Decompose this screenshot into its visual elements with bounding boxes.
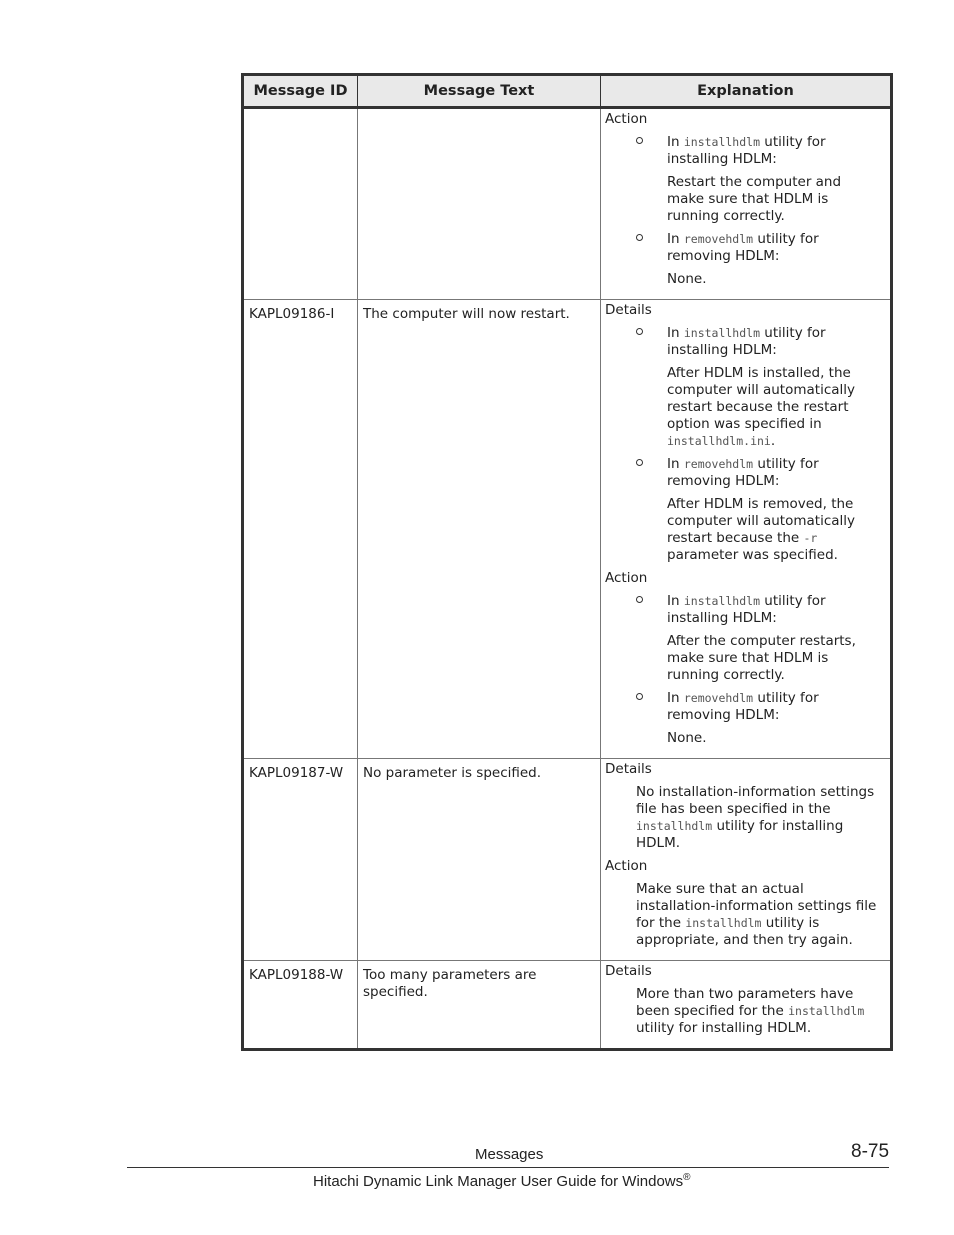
message-text-cell — [358, 108, 601, 300]
plain-text: . — [770, 433, 776, 449]
plain-text: utility for installing HDLM: — [667, 134, 826, 167]
table-row — [243, 300, 892, 759]
plain-text: utility for installing HDLM. — [636, 818, 844, 851]
explanation-cell — [601, 300, 892, 759]
plain-text: Restart the computer and make sure that HDLM is running correctly. — [667, 174, 842, 224]
section-label: Action — [605, 858, 648, 874]
section-label: Action — [605, 570, 648, 586]
plain-text: utility for removing HDLM: — [667, 231, 819, 264]
guide-title-text: Hitachi Dynamic Link Manager User Guide for Windows — [313, 1173, 684, 1190]
code-text: installhdlm — [636, 819, 713, 833]
code-text: removehdlm — [683, 457, 754, 471]
code-text: removehdlm — [683, 232, 754, 246]
table-header-row — [243, 75, 892, 108]
plain-text: utility for removing HDLM: — [667, 456, 819, 489]
circle-bullet-icon — [636, 234, 643, 241]
plain-text: In — [667, 690, 684, 706]
section-label: Action — [605, 111, 648, 127]
code-text: -r — [803, 531, 818, 545]
message-id-cell: KAPL09186-I — [243, 300, 358, 759]
message-text-cell: No parameter is specified. — [358, 759, 601, 961]
message-id-cell: KAPL09188-W — [243, 961, 358, 1050]
explanation-paragraph — [605, 881, 882, 949]
code-text: installhdlm — [683, 135, 761, 149]
plain-text: More than two parameters have been specified for the — [636, 986, 854, 1019]
explanation-paragraph — [605, 730, 882, 747]
plain-text: utility is appropriate, and then try again. — [636, 915, 853, 948]
plain-text: utility for installing HDLM: — [667, 325, 826, 358]
plain-text: utility for removing HDLM: — [667, 690, 819, 723]
code-text: installhdlm — [683, 326, 761, 340]
explanation-paragraph — [605, 271, 882, 288]
table-row — [243, 108, 892, 300]
section-label: Details — [605, 761, 652, 777]
section-label: Details — [605, 963, 652, 979]
plain-text: Make sure that an actual installation-information settings file for the — [636, 881, 877, 931]
explanation-paragraph — [605, 633, 882, 684]
bullet-item — [605, 231, 882, 265]
code-text: installhdlm.ini — [667, 434, 771, 448]
explanation-cell — [601, 961, 892, 1050]
plain-text: None. — [667, 271, 707, 287]
bullet-item — [605, 134, 882, 168]
plain-text: utility for installing HDLM: — [667, 593, 826, 626]
message-table — [241, 73, 893, 1051]
plain-text: parameter was specified. — [667, 547, 838, 563]
circle-bullet-icon — [636, 596, 643, 603]
explanation-paragraph — [605, 986, 882, 1037]
plain-text: In — [667, 456, 684, 472]
circle-bullet-icon — [636, 137, 643, 144]
code-text: installhdlm — [788, 1004, 865, 1018]
circle-bullet-icon — [636, 693, 643, 700]
explanation-paragraph — [605, 496, 882, 564]
bullet-item — [605, 325, 882, 359]
message-text-cell: Too many parameters are specified. — [358, 961, 601, 1050]
plain-text: After HDLM is installed, the computer will automatically restart because the restart option was specified in — [667, 365, 856, 432]
message-text-cell: The computer will now restart. — [358, 300, 601, 759]
bullet-item — [605, 690, 882, 724]
footer-section-name: Messages — [475, 1146, 544, 1163]
trademark-symbol: ® — [683, 1172, 691, 1183]
explanation-paragraph — [605, 784, 882, 852]
column-header-explanation: Explanation — [601, 75, 892, 108]
code-text: installhdlm — [683, 594, 761, 608]
plain-text: After HDLM is removed, the computer will automatically restart because the — [667, 496, 856, 546]
plain-text: In — [667, 134, 684, 150]
table-row — [243, 961, 892, 1050]
explanation-cell — [601, 759, 892, 961]
bullet-item — [605, 456, 882, 490]
message-id-cell: KAPL09187-W — [243, 759, 358, 961]
footer-divider — [127, 1167, 889, 1168]
plain-text: In — [667, 593, 684, 609]
plain-text: In — [667, 325, 684, 341]
plain-text: In — [667, 231, 684, 247]
plain-text: After the computer restarts, make sure that HDLM is running correctly. — [667, 633, 856, 683]
plain-text: utility for installing HDLM. — [636, 1020, 812, 1036]
circle-bullet-icon — [636, 459, 643, 466]
page-number: 8-75 — [851, 1141, 890, 1162]
bullet-item — [605, 593, 882, 627]
explanation-cell — [601, 108, 892, 300]
code-text: installhdlm — [685, 916, 762, 930]
plain-text: None. — [667, 730, 707, 746]
column-header-message-text: Message Text — [358, 75, 601, 108]
explanation-paragraph — [605, 174, 882, 225]
plain-text: No installation-information settings file has been specified in the — [636, 784, 875, 817]
column-header-message-id: Message ID — [243, 75, 358, 108]
explanation-paragraph — [605, 365, 882, 450]
footer-guide-title — [313, 1172, 691, 1190]
table-row — [243, 759, 892, 961]
code-text: removehdlm — [683, 691, 754, 705]
circle-bullet-icon — [636, 328, 643, 335]
section-label: Details — [605, 302, 652, 318]
message-id-cell — [243, 108, 358, 300]
